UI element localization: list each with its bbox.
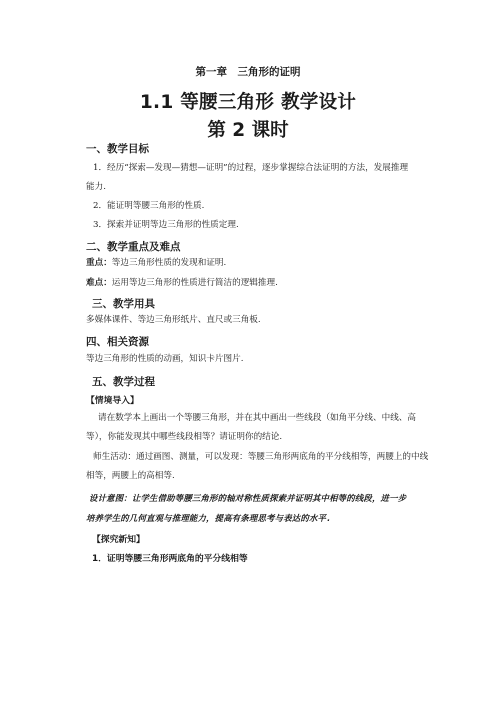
chapter-heading: 第一章 三角形的证明 (195, 66, 301, 78)
section-heading-resources: 四、相关资源 (86, 336, 149, 348)
tools-text: 多媒体课件、等边三角形纸片、直尺或三角板. (86, 315, 261, 325)
difficult-point-text: 运用等边三角形的性质进行简洁的逻辑推理. (111, 278, 278, 288)
key-point-row (86, 258, 226, 269)
key-point-text: 等边三角形性质的发现和证明. (111, 258, 227, 268)
section-heading-process: 五、教学过程 (92, 376, 155, 388)
section-heading-objectives: 一、教学目标 (86, 143, 149, 155)
section-heading-key-points: 二、教学重点及难点 (86, 241, 181, 253)
intro-line-2: 等），你能发现其中哪些线段相等？请证明你的结论. (86, 432, 283, 442)
objective-1-line-1: 1．经历“探索—发现—猜想—证明”的过程，逐步掌握综合法证明的方法，发展推理 (93, 163, 409, 173)
key-point-label: 重点： (86, 258, 112, 268)
resources-text: 等边三角形的性质的动画，知识卡片图片. (86, 354, 244, 364)
page-title: 1.1 等腰三角形 教学设计 (139, 92, 357, 113)
intro-label: 【情境导入】 (86, 396, 139, 406)
difficult-point-row (86, 278, 278, 289)
objective-2: 2．能证明等腰三角形的性质. (93, 201, 205, 211)
design-intent-line-1: 设计意图：让学生借助等腰三角形的轴对称性质探索并证明其中相等的线段，进一步 (89, 493, 407, 503)
objective-3: 3．探索并证明等边三角形的性质定理. (93, 220, 239, 230)
objective-1-line-2: 能力. (86, 182, 106, 192)
explore-label: 【探究新知】 (92, 535, 145, 545)
explore-item-1: 1．证明等腰三角形两底角的平分线相等 (92, 554, 248, 564)
activity-line-2: 相等，两腰上的高相等. (86, 471, 175, 481)
section-heading-tools: 三、教学用具 (92, 298, 155, 310)
difficult-point-label: 难点： (86, 278, 112, 288)
lesson-subtitle: 第 2 课时 (207, 120, 289, 141)
intro-line-1: 请在数学本上画出一个等腰三角形，并在其中画出一些线段（如角平分线、中线、高 (98, 413, 416, 423)
design-intent-line-2: 培养学生的几何直观与推理能力，提高有条理思考与表达的水平. (86, 513, 332, 523)
activity-line-1: 师生活动：通过画图、测量，可以发现：等腰三角形两底角的平分线相等，两腰上的中线 (93, 452, 429, 462)
